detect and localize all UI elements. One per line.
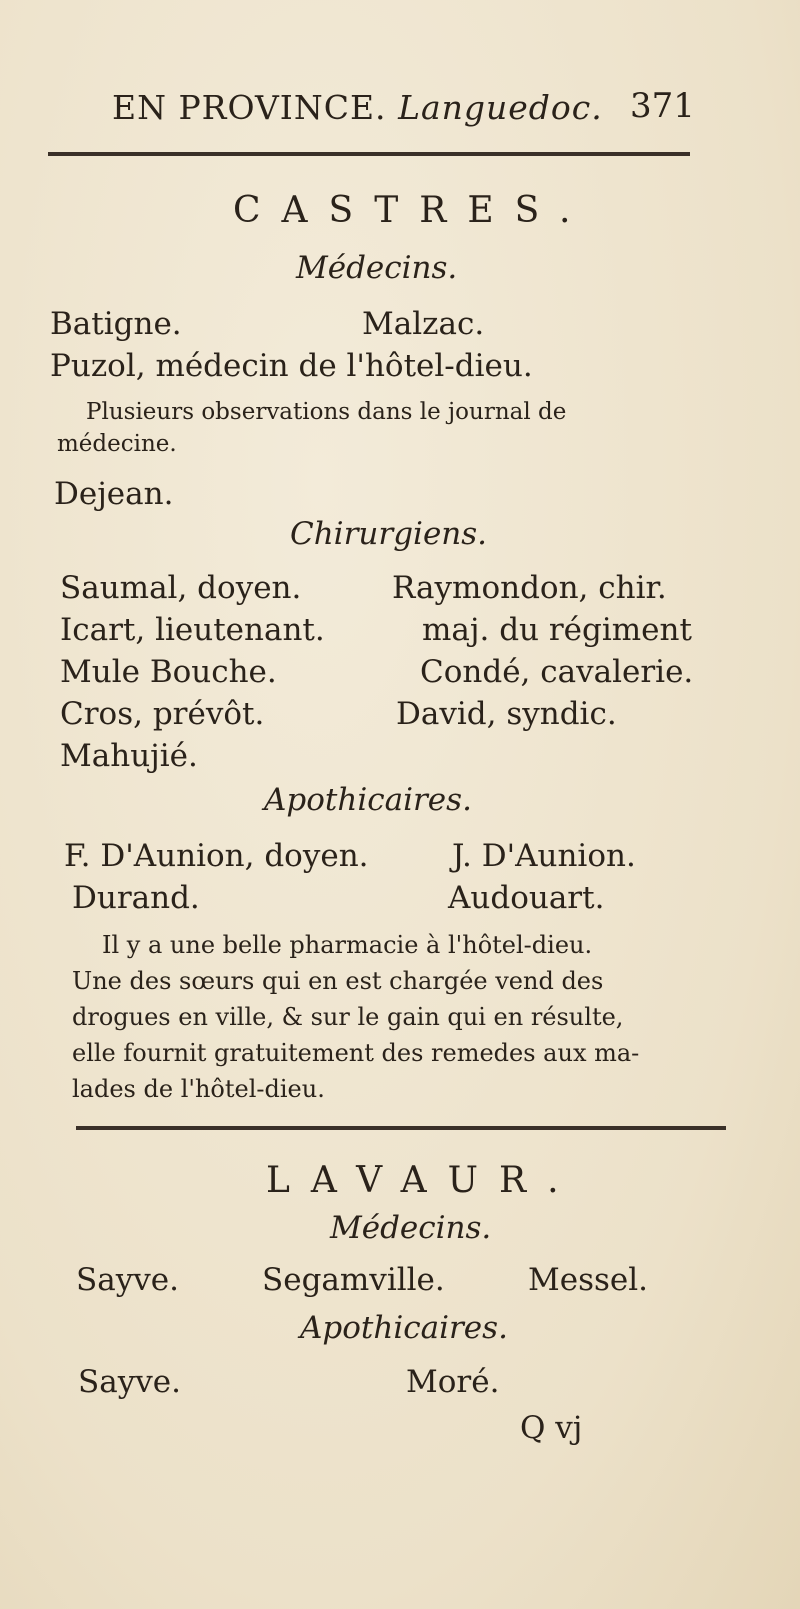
running-title-italic: Languedoc.	[398, 88, 603, 127]
running-header	[112, 88, 603, 127]
chirurgien-raymondon: Raymondon, chir.	[392, 570, 667, 606]
castres-apothicaires-heading: Apothicaires.	[264, 782, 472, 818]
apothicaire-f-daunion: F. D'Aunion, doyen.	[64, 838, 369, 874]
castres-paragraph-line-3: drogues en ville, & sur le gain qui en résulte,	[72, 1003, 624, 1031]
lavaur-medecin-sayve: Sayve.	[76, 1262, 179, 1298]
chirurgien-conde: Condé, cavalerie.	[420, 654, 694, 690]
section-rule	[76, 1126, 726, 1130]
chirurgien-regiment: maj. du régiment	[422, 612, 692, 648]
signature-mark: Q vj	[520, 1410, 583, 1446]
apothicaire-durand: Durand.	[72, 880, 200, 916]
lavaur-medecin-messel: Messel.	[528, 1262, 649, 1298]
lavaur-apothicaire-more: Moré.	[406, 1364, 500, 1400]
medecin-batigne: Batigne.	[50, 306, 182, 342]
castres-title: CASTRES.	[233, 190, 592, 231]
castres-chirurgiens-heading: Chirurgiens.	[290, 516, 488, 552]
castres-paragraph-line-4: elle fournit gratuitement des remedes aux ma-	[72, 1039, 640, 1067]
medecin-malzac: Malzac.	[362, 306, 485, 342]
chirurgien-mahujie: Mahujié.	[60, 738, 198, 774]
medecin-puzol: Puzol, médecin de l'hôtel-dieu.	[50, 348, 533, 384]
chirurgien-icart: Icart, lieutenant.	[60, 612, 325, 648]
medecin-dejean: Dejean.	[54, 476, 174, 512]
chirurgien-mule-bouche: Mule Bouche.	[60, 654, 277, 690]
chirurgien-david: David, syndic.	[396, 696, 617, 732]
lavaur-title: LAVAUR.	[266, 1160, 580, 1201]
lavaur-apothicaires-heading: Apothicaires.	[300, 1310, 508, 1346]
header-rule	[48, 152, 690, 156]
castres-paragraph-line-1: Il y a une belle pharmacie à l'hôtel-dieu.	[102, 931, 593, 959]
castres-paragraph-line-2: Une des sœurs qui en est chargée vend des	[72, 967, 604, 995]
running-title: EN PROVINCE.	[112, 88, 387, 127]
lavaur-medecins-heading: Médecins.	[330, 1210, 492, 1246]
page-number: 371	[630, 86, 695, 126]
castres-note-line-2: médecine.	[57, 431, 177, 457]
lavaur-apothicaire-sayve: Sayve.	[78, 1364, 181, 1400]
castres-note-line-1: Plusieurs observations dans le journal de	[86, 399, 567, 425]
lavaur-medecin-segamville: Segamville.	[262, 1262, 445, 1298]
chirurgien-saumal: Saumal, doyen.	[60, 570, 302, 606]
apothicaire-audouart: Audouart.	[448, 880, 605, 916]
castres-paragraph-line-5: lades de l'hôtel-dieu.	[72, 1075, 325, 1103]
castres-medecins-heading: Médecins.	[296, 250, 458, 286]
apothicaire-j-daunion: J. D'Aunion.	[452, 838, 636, 874]
chirurgien-cros: Cros, prévôt.	[60, 696, 265, 732]
